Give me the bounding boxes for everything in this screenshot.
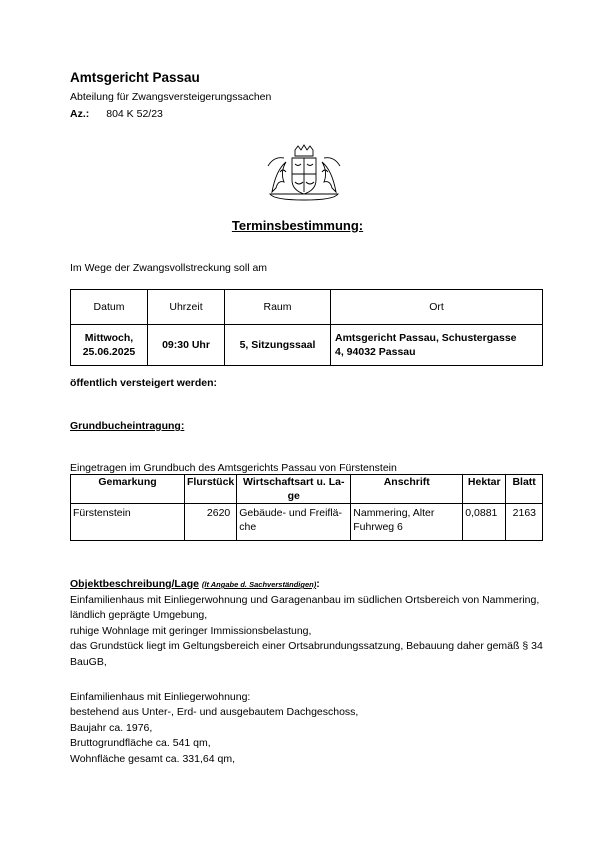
cell-gemarkung: Fürstenstein [71,504,185,541]
header-blatt: Blatt [506,475,543,504]
object-description-paragraph-2 [70,690,545,767]
sold-text: öffentlich versteigert werden: [70,377,218,389]
header-gemarkung: Gemarkung [71,475,185,504]
intro-text: Im Wege der Zwangsvollstreckung soll am [70,262,268,274]
case-value: 804 K 52/23 [106,108,163,120]
object-heading-title: Objektbeschreibung/Lage [70,578,199,590]
table-header-row [71,290,543,325]
paragraph-line: bestehend aus Unter-, Erd- und ausgebautem Dachgeschoss, [70,706,359,719]
paragraph-line: Bruttogrundfläche ca. 541 qm, [70,737,211,750]
land-register-table [70,474,543,541]
land-register-intro: Eingetragen im Grundbuch des Amtsgerichts Passau von Fürstenstein [70,462,397,474]
header-place: Ort [331,290,543,325]
cell-date [71,325,148,366]
header-anschrift: Anschrift [351,475,463,504]
paragraph-line: Einfamilienhaus mit Einliegerwohnung: [70,691,251,703]
header-room: Raum [225,290,331,325]
cell-anschrift: Nammering, Alter Fuhrweg 6 [351,504,463,541]
header-wirtschaftsart: Wirtschaftsart u. La-ge [237,475,351,504]
paragraph-line: das Grundstück liegt im Geltungsbereich einer Ortsabrundungssatzung, Bebauung daher gemäß § 34 BauGB, [70,640,543,668]
cell-room: 5, Sitzungssaal [225,325,331,366]
cell-wirtschaftsart: Gebäude- und Freiflä-che [237,504,351,541]
court-name: Amtsgericht Passau [70,70,200,85]
cell-place [331,325,543,366]
paragraph-line: ländlich geprägte Umgebung, [70,609,208,622]
table-header-row [71,475,543,504]
cell-hektar: 0,0881 [463,504,506,541]
bavarian-coat-of-arms-icon [262,142,346,202]
object-heading [70,578,320,590]
cell-flurstueck: 2620 [185,504,237,541]
date-weekday: Mittwoch, [84,332,134,344]
department: Abteilung für Zwangsversteigerungssachen [70,91,272,103]
paragraph-line: Wohnfläche gesamt ca. 331,64 qm, [70,752,235,765]
place-line1: Amtsgericht Passau, Schustergasse [335,332,517,344]
paragraph-line: Einfamilienhaus mit Einliegerwohnung und Garagenanbau im südlichen Ortsbereich von Nammering, [70,594,540,606]
table-row [71,504,543,541]
paragraph-line: ruhige Wohnlage mit geringer Immissionsbelastung, [70,624,312,637]
land-register-heading: Grundbucheintragung: [70,420,185,432]
date-value: 25.06.2025 [82,346,136,358]
case-number [70,108,163,120]
object-heading-note: (lt Angabe d. Sachverständigen) [201,580,317,589]
header-time: Uhrzeit [148,290,225,325]
table-row [71,325,543,366]
cell-blatt: 2163 [506,504,543,541]
header-date: Datum [71,290,148,325]
paragraph-line: Baujahr ca. 1976, [70,721,153,734]
object-heading-colon: : [316,578,320,590]
appointment-table [70,289,543,366]
page-heading: Terminsbestimmung: [231,218,364,233]
object-description-paragraph-1 [70,593,545,670]
case-label: Az.: [70,108,90,120]
cell-time: 09:30 Uhr [148,325,225,366]
header-flurstueck: Flurstück [185,475,237,504]
header-hektar: Hektar [463,475,506,504]
place-line2: 4, 94032 Passau [335,346,416,358]
